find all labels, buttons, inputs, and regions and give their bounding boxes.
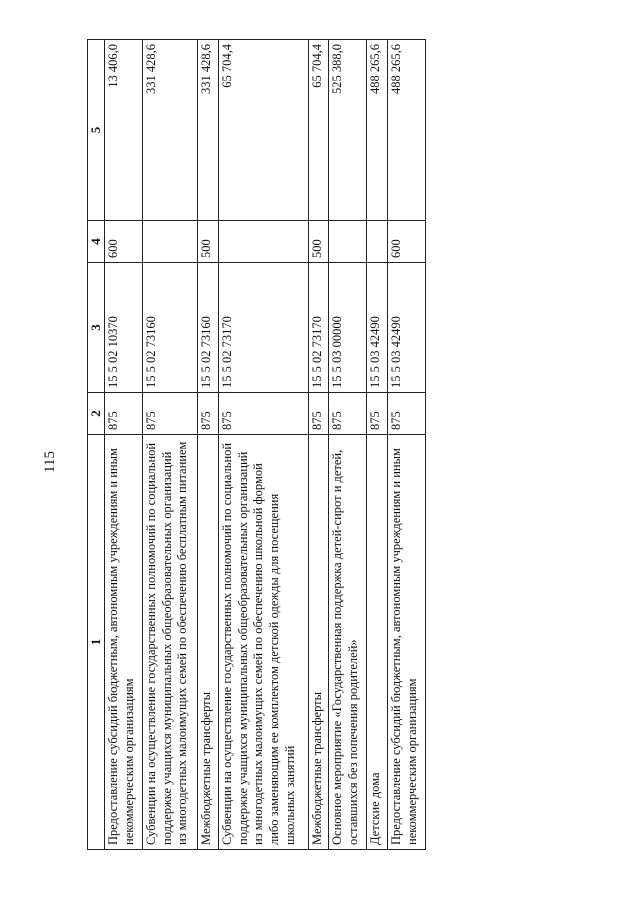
row-code: 875 bbox=[329, 393, 367, 435]
row-type bbox=[329, 221, 367, 263]
table-row bbox=[308, 40, 329, 850]
row-name: Детские дома bbox=[367, 435, 388, 850]
header-cell-2: 2 bbox=[88, 393, 105, 435]
row-type: 500 bbox=[198, 221, 219, 263]
budget-table-container bbox=[87, 40, 426, 850]
row-name: Субвенции на осуществление государственных полномочий по социальной поддержке учащихся муниципальных общеобразовательных организаций из многодетных малоимущих семей по обеспечению школьной формой либо заменяющим ее комплектом детской одежды для посещения школьных занятий bbox=[219, 435, 309, 850]
row-article: 15 5 02 73160 bbox=[143, 263, 198, 393]
table-row bbox=[329, 40, 367, 850]
row-amount: 13 406,0 bbox=[105, 40, 143, 221]
row-amount: 488 265,6 bbox=[367, 40, 388, 221]
row-code: 875 bbox=[219, 393, 309, 435]
row-name: Предоставление субсидий бюджетным, автономным учреждениям и иным некоммерческим организациям bbox=[105, 435, 143, 850]
row-amount: 525 388,0 bbox=[329, 40, 367, 221]
row-code: 875 bbox=[198, 393, 219, 435]
row-amount: 331 428,6 bbox=[143, 40, 198, 221]
row-amount: 65 704,4 bbox=[219, 40, 309, 221]
row-code: 875 bbox=[105, 393, 143, 435]
row-type bbox=[143, 221, 198, 263]
header-cell-5: 5 bbox=[88, 40, 105, 221]
header-cell-1: 1 bbox=[88, 435, 105, 850]
header-row bbox=[88, 40, 105, 850]
row-code: 875 bbox=[388, 393, 426, 435]
row-type: 600 bbox=[105, 221, 143, 263]
row-article: 15 5 02 73170 bbox=[219, 263, 309, 393]
row-article: 15 5 03 00000 bbox=[329, 263, 367, 393]
row-type bbox=[219, 221, 309, 263]
row-type: 500 bbox=[308, 221, 329, 263]
page-number: 115 bbox=[42, 451, 58, 473]
row-name: Предоставление субсидий бюджетным, автономным учреждениям и иным некоммерческим организациям bbox=[388, 435, 426, 850]
row-name: Основное мероприятие «Государственная поддержка детей-сирот и детей, оставшихся без попечения родителей» bbox=[329, 435, 367, 850]
budget-table bbox=[87, 39, 426, 850]
row-article: 15 5 02 73160 bbox=[198, 263, 219, 393]
row-type: 600 bbox=[388, 221, 426, 263]
header-cell-4: 4 bbox=[88, 221, 105, 263]
row-name: Межбюджетные трансферты bbox=[308, 435, 329, 850]
row-name: Субвенции на осуществление государственных полномочий по социальной поддержке учащихся муниципальных общеобразовательных организаций из многодетных малоимущих семей по обеспечению бесплатным питанием bbox=[143, 435, 198, 850]
table-row bbox=[388, 40, 426, 850]
row-code: 875 bbox=[308, 393, 329, 435]
header-cell-3: 3 bbox=[88, 263, 105, 393]
row-code: 875 bbox=[143, 393, 198, 435]
table-row bbox=[105, 40, 143, 850]
table-row bbox=[219, 40, 309, 850]
row-article: 15 5 03 42490 bbox=[367, 263, 388, 393]
row-name: Межбюджетные трансферты bbox=[198, 435, 219, 850]
row-article: 15 5 03 42490 bbox=[388, 263, 426, 393]
row-code: 875 bbox=[367, 393, 388, 435]
row-article: 15 5 02 10370 bbox=[105, 263, 143, 393]
row-amount: 331 428,6 bbox=[198, 40, 219, 221]
row-amount: 65 704,4 bbox=[308, 40, 329, 221]
table-row bbox=[198, 40, 219, 850]
row-type bbox=[367, 221, 388, 263]
row-article: 15 5 02 73170 bbox=[308, 263, 329, 393]
table-row bbox=[367, 40, 388, 850]
table-row bbox=[143, 40, 198, 850]
row-amount: 488 265,6 bbox=[388, 40, 426, 221]
